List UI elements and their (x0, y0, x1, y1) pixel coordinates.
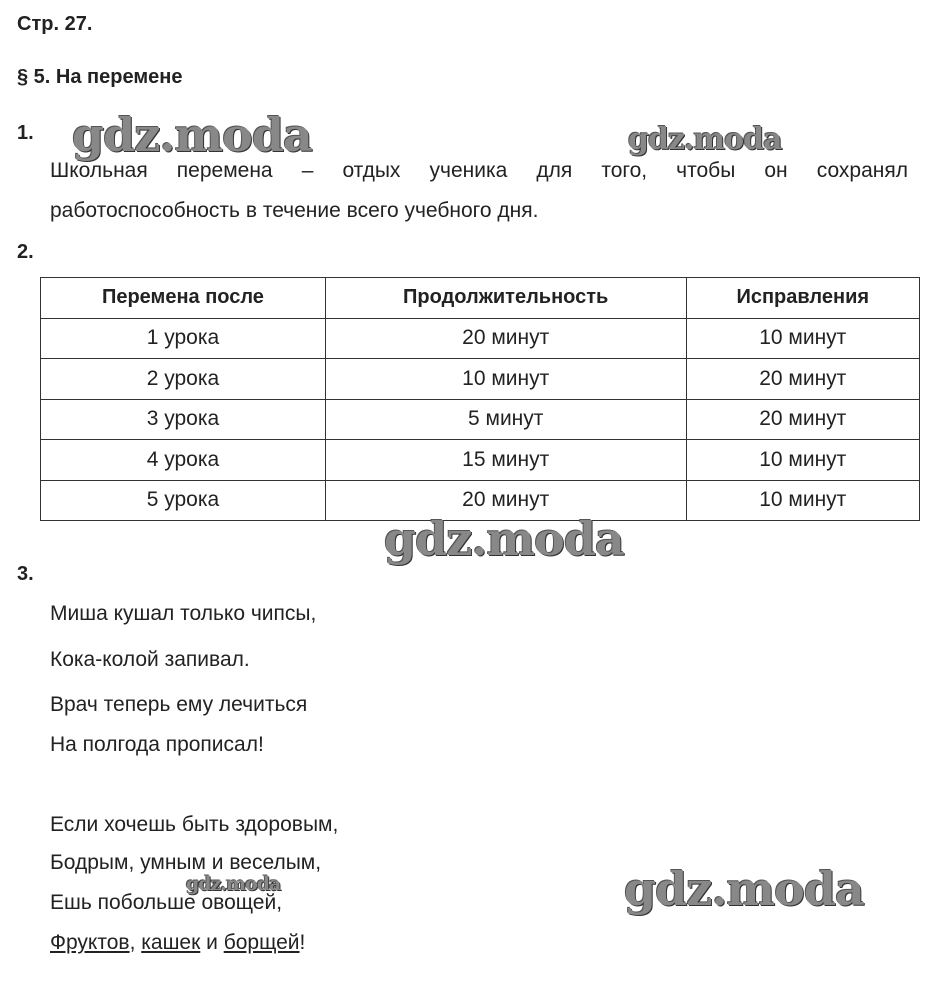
breaks-table (40, 277, 920, 521)
task-1-number: 1. (17, 122, 34, 144)
table-cell: 20 минут (686, 359, 919, 400)
poem-line: Миша кушал только чипсы, (50, 602, 317, 625)
table-cell: 2 урока (41, 359, 326, 400)
watermark: gdz.moda (624, 862, 864, 916)
table-cell: 1 урока (41, 318, 326, 359)
table-cell: 20 минут (325, 480, 686, 521)
poem-line: Если хочешь быть здоровым, (50, 813, 339, 836)
poem-line: Кока-колой запивал. (50, 648, 250, 671)
watermark: gdz.moda (384, 512, 624, 566)
poem-line: Врач теперь ему лечиться (50, 693, 308, 716)
separator: ! (299, 931, 306, 954)
underlined-word: борщей (223, 931, 300, 954)
section-title: § 5. На перемене (17, 66, 183, 88)
table-cell: 10 минут (686, 440, 919, 481)
watermark: gdz.moda (628, 122, 782, 157)
table-cell: 5 урока (41, 480, 326, 521)
poem-line: Ешь побольше овощей, (50, 891, 283, 914)
table-header-row (41, 278, 920, 319)
table-cell: 3 урока (41, 399, 326, 440)
watermark: gdz.moda (72, 108, 312, 162)
table-cell: 10 минут (325, 359, 686, 400)
task-2-number: 2. (17, 241, 34, 263)
table-cell: 10 минут (686, 318, 919, 359)
table-cell: 15 минут (325, 440, 686, 481)
separator: , (129, 931, 142, 954)
page-number: Стр. 27. (17, 13, 93, 35)
task-1-line: работоспособность в течение всего учебного дня. (50, 199, 539, 222)
table-row (41, 440, 920, 481)
watermark: gdz.moda (186, 873, 281, 895)
column-header: Перемена после (41, 278, 326, 319)
table-cell: 20 минут (686, 399, 919, 440)
task-3-number: 3. (17, 563, 34, 585)
column-header: Исправления (686, 278, 919, 319)
column-header: Продолжительность (325, 278, 686, 319)
table-row (41, 399, 920, 440)
table-cell: 4 урока (41, 440, 326, 481)
table-row (41, 318, 920, 359)
underlined-word: кашек (141, 931, 201, 954)
table-row (41, 359, 920, 400)
table-cell: 10 минут (686, 480, 919, 521)
underlined-word: Фруктов (50, 931, 130, 954)
separator: и (200, 931, 224, 954)
poem-line: На полгода прописал! (50, 733, 264, 756)
task-1-line: Школьная перемена – отдых ученика для того, чтобы он сохранял (50, 159, 908, 182)
table-cell: 5 минут (325, 399, 686, 440)
poem-line-last (50, 931, 305, 955)
table-cell: 20 минут (325, 318, 686, 359)
poem-line: Бодрым, умным и веселым, (50, 851, 322, 874)
